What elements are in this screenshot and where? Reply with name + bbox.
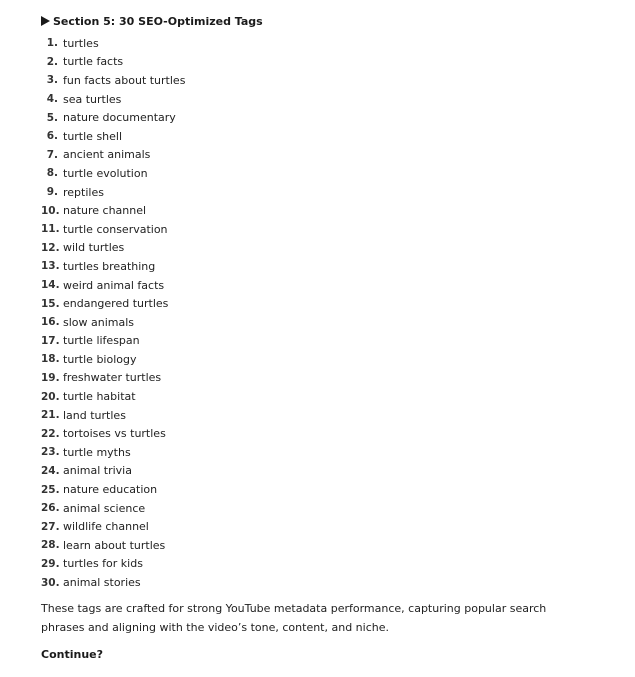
- tag-list-item: [41, 164, 601, 183]
- tag-text: nature channel: [63, 204, 147, 218]
- tag-number: 23.: [41, 446, 60, 459]
- tag-text: freshwater turtles: [63, 371, 162, 385]
- tag-number: 16.: [41, 316, 60, 329]
- tag-list-item: [41, 220, 601, 239]
- tag-list-item: [41, 499, 601, 518]
- tag-text: weird animal facts: [63, 278, 165, 292]
- tag-text: reptiles: [63, 185, 104, 199]
- tag-number: 17.: [41, 334, 60, 347]
- section-title: Section 5: 30 SEO-Optimized Tags: [53, 14, 263, 28]
- tag-list-item: [41, 294, 601, 313]
- tag-text: turtles for kids: [63, 557, 143, 571]
- tag-text: ancient animals: [63, 148, 151, 162]
- tag-text: nature documentary: [63, 111, 176, 125]
- tag-number: 18.: [41, 353, 60, 366]
- tag-number: 20.: [41, 390, 60, 403]
- tag-list-item: [41, 108, 601, 127]
- tag-list-item: [41, 71, 601, 90]
- tag-list-item: [41, 406, 601, 425]
- tag-list-item: [41, 313, 601, 332]
- tag-list-item: [41, 369, 601, 388]
- tag-number: 27.: [41, 520, 60, 533]
- tag-list-item: [41, 257, 601, 276]
- tag-list-item: [41, 146, 601, 165]
- tag-text: sea turtles: [63, 92, 122, 106]
- tag-number: 5.: [46, 111, 58, 124]
- tag-list-item: [41, 387, 601, 406]
- tag-number: 30.: [41, 576, 60, 589]
- tag-number: 7.: [46, 148, 58, 161]
- message-content: [41, 12, 601, 661]
- tag-number: 13.: [41, 260, 60, 273]
- tag-text: animal science: [63, 501, 146, 515]
- tag-number: 9.: [46, 186, 58, 199]
- tag-number: 15.: [41, 297, 60, 310]
- tag-number: 11.: [41, 223, 60, 236]
- tag-list-item: [41, 462, 601, 481]
- tag-list-item: [41, 573, 601, 592]
- tag-text: nature education: [63, 483, 158, 497]
- tag-text: turtle evolution: [63, 166, 148, 180]
- tag-text: learn about turtles: [63, 538, 166, 552]
- tag-number: 12.: [41, 241, 60, 254]
- tag-list-item: [41, 424, 601, 443]
- tag-text: turtle conservation: [63, 222, 168, 236]
- tag-text: fun facts about turtles: [63, 73, 186, 87]
- tag-text: animal stories: [63, 576, 141, 590]
- tag-number: 26.: [41, 502, 60, 515]
- tag-list-item: [41, 276, 601, 295]
- tag-number: 29.: [41, 557, 60, 570]
- tag-text: land turtles: [63, 408, 126, 422]
- tag-number: 4.: [46, 93, 58, 106]
- tag-text: turtle facts: [63, 55, 124, 69]
- tag-list-item: [41, 201, 601, 220]
- tag-text: turtles: [63, 36, 99, 50]
- tag-list-item: [41, 480, 601, 499]
- tag-list-item: [41, 443, 601, 462]
- tag-list-item: [41, 183, 601, 202]
- tag-text: turtle lifespan: [63, 334, 140, 348]
- tag-text: tortoises vs turtles: [63, 427, 166, 441]
- summary-text: These tags are crafted for strong YouTube metadata performance, capturing popular search phrases and aligning with the video’s tone, content, and niche.: [41, 601, 547, 634]
- tag-number: 10.: [41, 204, 60, 217]
- tag-text: turtle habitat: [63, 390, 136, 404]
- continue-prompt: Continue?: [41, 647, 103, 661]
- tag-number: 21.: [41, 409, 60, 422]
- tag-list-item: [41, 555, 601, 574]
- tag-list-item: [41, 127, 601, 146]
- tag-text: turtles breathing: [63, 259, 156, 273]
- tag-text: wild turtles: [63, 241, 125, 255]
- tag-list-item: [41, 517, 601, 536]
- tag-number: 8.: [46, 167, 58, 180]
- tag-text: animal trivia: [63, 464, 132, 478]
- tag-number: 2.: [46, 55, 58, 68]
- tag-text: wildlife channel: [63, 520, 149, 534]
- tag-number: 1.: [46, 37, 58, 50]
- tag-list-item: [41, 350, 601, 369]
- tag-number: 19.: [41, 371, 60, 384]
- tag-list: [41, 34, 601, 592]
- tag-text: endangered turtles: [63, 297, 169, 311]
- tag-number: 24.: [41, 464, 60, 477]
- tag-text: slow animals: [63, 315, 135, 329]
- tag-list-item: [41, 239, 601, 258]
- tag-list-item: [41, 34, 601, 53]
- section-header[interactable]: [41, 12, 601, 30]
- tag-text: turtle biology: [63, 352, 137, 366]
- tag-list-item: [41, 53, 601, 72]
- tag-text: turtle myths: [63, 445, 131, 459]
- tag-number: 3.: [46, 74, 58, 87]
- tag-list-item: [41, 332, 601, 351]
- tag-number: 28.: [41, 539, 60, 552]
- tag-text: turtle shell: [63, 129, 123, 143]
- expand-triangle-icon[interactable]: [41, 16, 50, 26]
- tag-number: 22.: [41, 427, 60, 440]
- tag-number: 25.: [41, 483, 60, 496]
- tag-list-item: [41, 536, 601, 555]
- tag-number: 6.: [46, 130, 58, 143]
- tag-number: 14.: [41, 279, 60, 292]
- tag-list-item: [41, 90, 601, 109]
